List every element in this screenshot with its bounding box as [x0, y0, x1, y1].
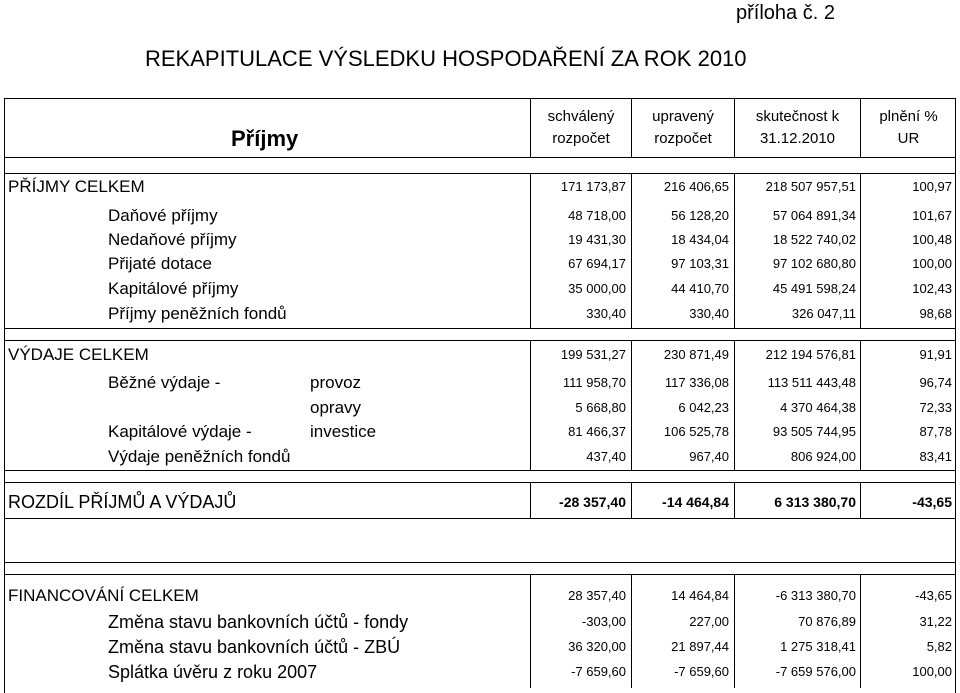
row-label: Kapitálové výdaje - [108, 422, 252, 441]
cell-adjusted: -7 659,60 [674, 664, 729, 679]
cell-fulfilment: 98,68 [919, 306, 952, 321]
rule-diff-bottom [4, 518, 956, 519]
cell-approved: -7 659,60 [571, 664, 626, 679]
cell-fulfilment: 5,82 [926, 639, 952, 654]
row-label: Příjmy peněžních fondů [108, 304, 287, 323]
table-row [4, 420, 956, 444]
row-label: Splátka úvěru z roku 2007 [108, 662, 318, 682]
row-sublabel: investice [310, 422, 377, 441]
cell-adjusted: 18 434,04 [671, 232, 729, 247]
table-row [4, 610, 956, 634]
row-label: PŘÍJMY CELKEM [8, 177, 145, 196]
table-row [4, 302, 956, 326]
cell-adjusted: 227,00 [689, 614, 729, 629]
cell-actual: -7 659 576,00 [775, 664, 856, 679]
row-label: VÝDAJE CELKEM [8, 345, 149, 364]
table-row [4, 277, 956, 301]
table-title: Příjmy [231, 126, 299, 151]
cell-actual: 218 507 957,51 [765, 179, 856, 194]
cell-adjusted: 97 103,31 [671, 256, 729, 271]
cell-adjusted: 21 897,44 [671, 639, 729, 654]
cell-adjusted: 106 525,78 [663, 424, 729, 439]
cell-actual: 212 194 576,81 [765, 347, 856, 362]
rule-expense-bottom [4, 470, 956, 471]
cell-fulfilment: 72,33 [919, 400, 952, 415]
cell-approved: -303,00 [581, 614, 626, 629]
col-header-approved-line2: rozpočet [552, 130, 610, 147]
col-header-approved-line1: schválený [547, 108, 615, 125]
table-row [4, 635, 956, 659]
col-header-adjusted [632, 106, 734, 150]
col-header-fulfilment-line1: plnění % [879, 108, 938, 125]
rule-income-bottom [4, 328, 956, 329]
row-label: Běžné výdaje - [108, 373, 221, 392]
financing-total-row [4, 584, 956, 608]
cell-approved: 171 173,87 [560, 179, 626, 194]
cell-fulfilment: 100,00 [912, 256, 952, 271]
cell-fulfilment: 100,48 [912, 232, 952, 247]
table-row [4, 660, 956, 684]
cell-approved: 48 718,00 [568, 208, 626, 223]
cell-approved: 5 668,80 [575, 400, 626, 415]
cell-actual: 18 522 740,02 [772, 232, 856, 247]
cell-adjusted: 6 042,23 [678, 400, 729, 415]
cell-adjusted: 216 406,65 [663, 179, 729, 194]
cell-fulfilment: 87,78 [919, 424, 952, 439]
cell-actual: 57 064 891,34 [772, 208, 856, 223]
rule-expense-top [4, 340, 956, 341]
cell-fulfilment: 101,67 [912, 208, 952, 223]
col-header-actual [735, 106, 860, 150]
col-header-adjusted-line1: upravený [652, 108, 714, 125]
table-row [4, 445, 956, 469]
cell-fulfilment: 91,91 [919, 347, 952, 362]
cell-fulfilment: 31,22 [919, 614, 952, 629]
cell-adjusted: 117 336,08 [664, 375, 729, 390]
cell-actual: 1 275 318,41 [780, 639, 856, 654]
cell-actual: 97 102 680,80 [772, 256, 856, 271]
cell-approved: -28 357,40 [559, 494, 626, 510]
table-row [4, 371, 956, 395]
cell-fulfilment: 100,00 [912, 664, 952, 679]
row-label: Kapitálové příjmy [108, 279, 239, 298]
row-label: Změna stavu bankovních účtů - fondy [108, 612, 409, 632]
cell-adjusted: 230 871,49 [663, 347, 729, 362]
cell-adjusted: 330,40 [689, 306, 729, 321]
priloha-label: příloha č. 2 [736, 2, 835, 24]
cell-adjusted: 56 128,20 [671, 208, 729, 223]
cell-adjusted: -14 464,84 [662, 494, 729, 510]
row-sublabel: provoz [310, 373, 362, 392]
table-row [4, 204, 956, 228]
cell-actual: 4 370 464,38 [780, 400, 856, 415]
rule-fin-top [4, 574, 956, 575]
col-header-approved [531, 106, 631, 150]
cell-actual: 93 505 744,95 [772, 424, 856, 439]
table-row [4, 228, 956, 252]
cell-fulfilment: 100,97 [912, 179, 952, 194]
cell-actual: 45 491 598,24 [772, 281, 856, 296]
cell-actual: -6 313 380,70 [775, 588, 856, 603]
cell-approved: 19 431,30 [568, 232, 626, 247]
rule-blank-bottom [4, 562, 956, 563]
cell-actual: 70 876,89 [798, 614, 856, 629]
col-header-actual-line2: 31.12.2010 [759, 130, 836, 147]
row-label: Přijaté dotace [108, 254, 212, 273]
row-label: Daňové příjmy [108, 206, 218, 225]
cell-approved: 330,40 [586, 306, 626, 321]
table-row [4, 252, 956, 276]
cell-actual: 113 511 443,48 [767, 375, 856, 390]
cell-actual: 6 313 380,70 [774, 494, 856, 510]
cell-approved: 35 000,00 [568, 281, 626, 296]
cell-fulfilment: -43,65 [912, 494, 952, 510]
cell-fulfilment: 96,74 [919, 375, 952, 390]
cell-adjusted: 44 410,70 [671, 281, 729, 296]
cell-adjusted: 967,40 [689, 449, 729, 464]
cell-adjusted: 14 464,84 [671, 588, 729, 603]
cell-approved: 437,40 [586, 449, 626, 464]
row-label: Nedaňové příjmy [108, 230, 237, 249]
col-header-adjusted-line2: rozpočet [654, 130, 712, 147]
row-label: Změna stavu bankovních účtů - ZBÚ [108, 637, 401, 657]
expenses-total-row [4, 343, 956, 367]
cell-approved: 67 694,17 [568, 256, 626, 271]
income-total-row [4, 175, 956, 199]
difference-row [4, 490, 956, 514]
row-label: ROZDÍL PŘÍJMŮ A VÝDAJŮ [8, 492, 237, 512]
row-sublabel: opravy [310, 398, 362, 417]
cell-fulfilment: 102,43 [912, 281, 952, 296]
rule-income-top [4, 173, 956, 174]
col-header-actual-line1: skutečnost k [755, 108, 840, 125]
row-label: FINANCOVÁNÍ CELKEM [8, 586, 199, 605]
cell-actual: 326 047,11 [791, 306, 856, 321]
table-row [4, 396, 956, 420]
rule-diff-top [4, 482, 956, 483]
cell-approved: 81 466,37 [568, 424, 626, 439]
col-header-fulfilment [861, 106, 956, 150]
rule-header-bottom [4, 157, 956, 158]
col-header-fulfilment-line2: UR [897, 130, 920, 147]
page-title: REKAPITULACE VÝSLEDKU HOSPODAŘENÍ ZA ROK 2010 [145, 46, 747, 71]
row-label: Výdaje peněžních fondů [108, 447, 291, 466]
cell-approved: 28 357,40 [568, 588, 626, 603]
rule-top [4, 98, 956, 99]
cell-approved: 199 531,27 [560, 347, 626, 362]
cell-fulfilment: -43,65 [915, 588, 952, 603]
cell-actual: 806 924,00 [790, 449, 856, 464]
cell-approved: 36 320,00 [568, 639, 626, 654]
cell-approved: 111 958,70 [562, 375, 626, 390]
cell-fulfilment: 83,41 [919, 449, 952, 464]
